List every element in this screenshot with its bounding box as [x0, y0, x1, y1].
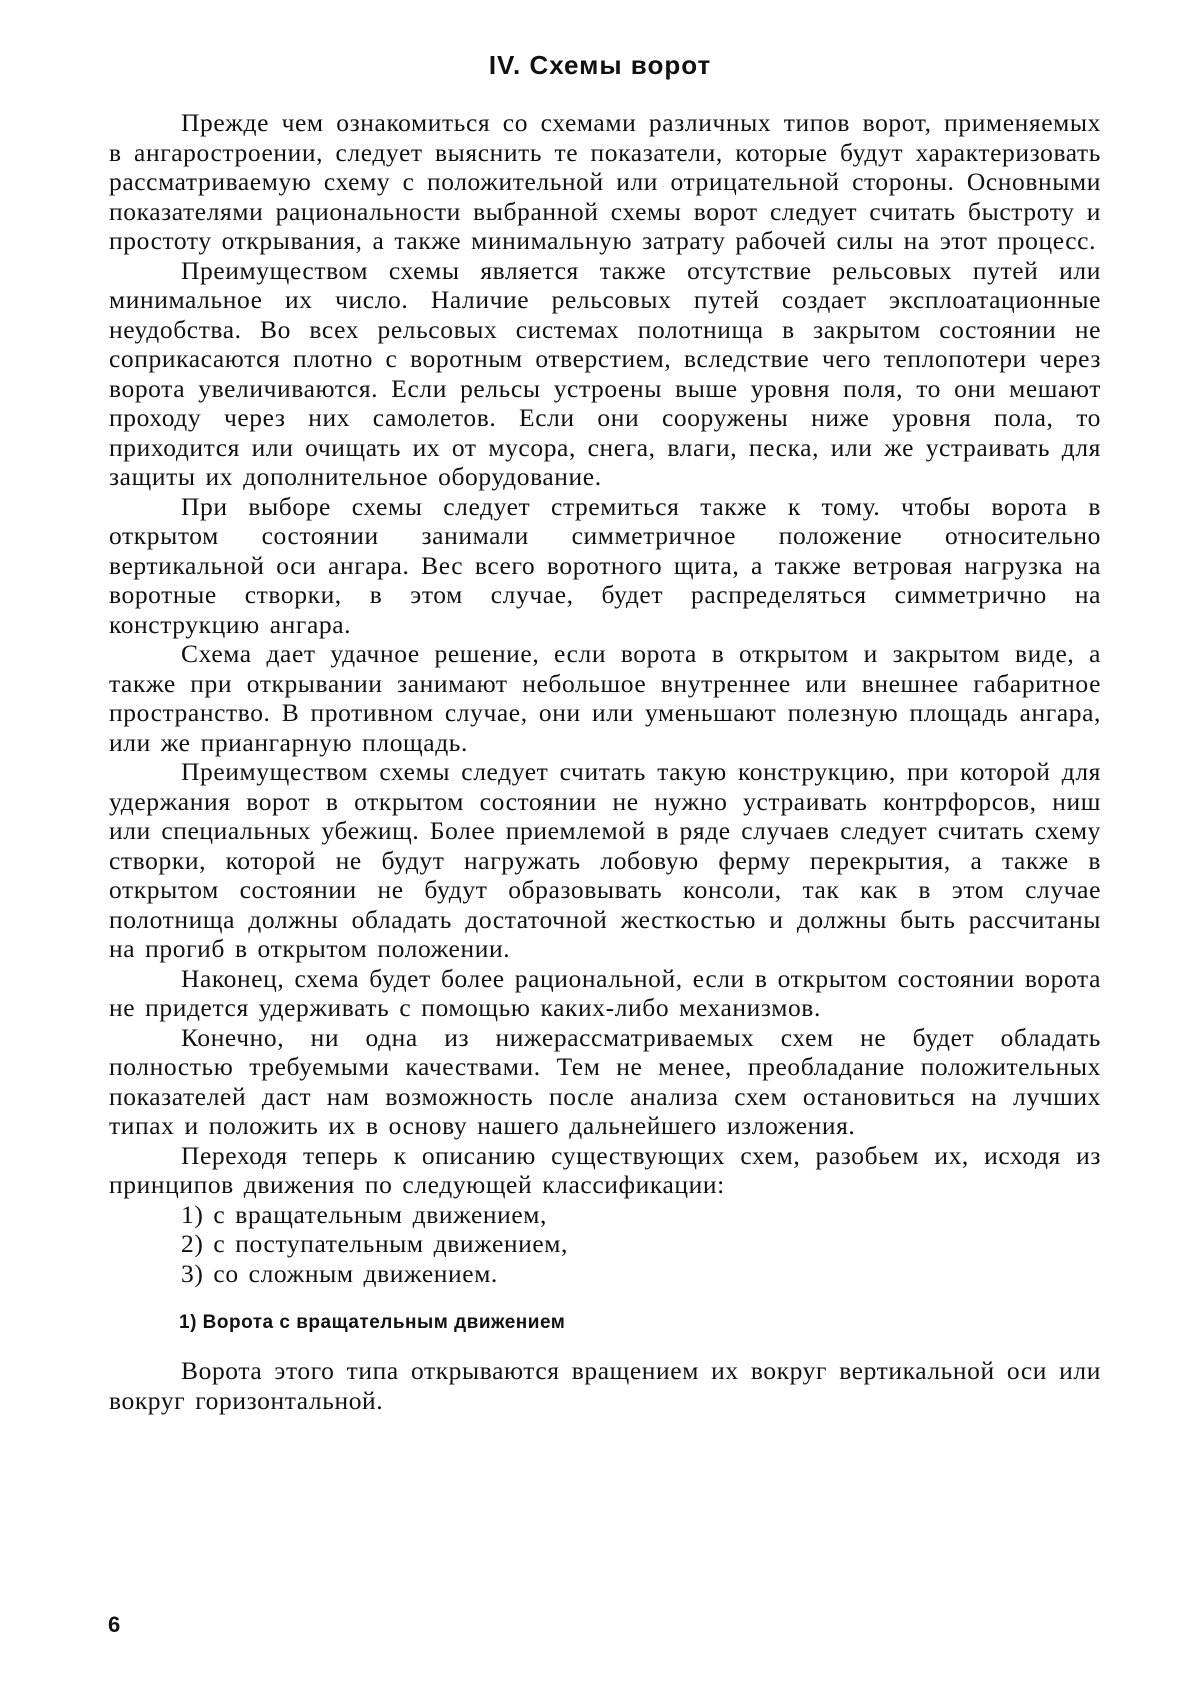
section-title: IV. Схемы ворот [488, 50, 712, 80]
paragraph-classification: Переходя теперь к описанию существующих схем, разобьем их, исходя из принципов движения по следующей классификации: [109, 1140, 1101, 1199]
paragraph-mechanisms: Наконец, схема будет более рациональной, если в открытом состоянии ворота не придется удерживать с помощью каких-либо механизмов. [109, 963, 1101, 1022]
paragraph-rotation-gates: Ворота этого типа открываются вращением их вокруг вертикальной оси или вокруг горизонтальной. [109, 1356, 1101, 1415]
section-body [109, 108, 1101, 1415]
list-item: 3) со сложным движением. [181, 1258, 498, 1288]
list-item: 1) с вращательным движением, [181, 1199, 548, 1229]
paragraph-intro: Прежде чем ознакомиться со схемами различных типов ворот, применяемых в ангаростроении, следует выяснить те показатели, которые будут характеризовать рассматриваемую схему с положительной или отрицательной стороны. Основными показателями рациональности выбранной схемы ворот следует считать быстроту и простоту открывания, а также минимальную затрату рабочей силы на этот процесс. [109, 108, 1101, 255]
page-number: 6 [108, 1612, 121, 1637]
paragraph-clearance: Схема дает удачное решение, если ворота в открытом и закрытом виде, а также при открывании занимают небольшое внутреннее или внешнее габаритное пространство. В противном случае, они или уменьшают полезную площадь ангара, или же приангарную площадь. [109, 639, 1101, 757]
paragraph-symmetry: При выборе схемы следует стремиться также к тому. чтобы ворота в открытом состоянии занимали симметричное положение относительно вертикальной оси ангара. Вес всего воротного щита, а также ветровая нагрузка на воротные створки, в этом случае, будет распределяться симметрично на конструкцию ангара. [109, 491, 1101, 639]
paragraph-analysis: Конечно, ни одна из нижерассматриваемых схем не будет обладать полностью требуемыми качествами. Тем не менее, преобладание положительных показателей даст нам возможность после анализа схем остановиться на лучших типах и положить их в основу нашего дальнейшего изложения. [109, 1022, 1101, 1140]
classification-list [109, 1200, 1101, 1289]
list-item: 2) с поступательным движением, [181, 1229, 569, 1258]
paragraph-buttresses: Преимуществом схемы следует считать такую конструкцию, при которой для удержания ворот в открытом состоянии не нужно устраивать контрфорсов, ниш или специальных убежищ. Более приемлемой в ряде случаев следует считать схему створки, которой не будут нагружать лобовую ферму перекрытия, а также в открытом состоянии не будут образовывать консоли, так как в этом случае полотнища должны обладать достаточной жесткостью и должны быть рассчитаны на прогиб в открытом положении. [109, 757, 1101, 963]
subsection-heading: 1) Ворота с вращательным движением [179, 1312, 566, 1333]
paragraph-rail-tracks: Преимуществом схемы является также отсутствие рельсовых путей или минимальное их число. Наличие рельсовых путей создает эксплоатационные неудобства. Во всех рельсовых системах полотнища в закрытом состоянии не соприкасаются плотно с воротным отверстием, вследствие чего теплопотери через ворота увеличиваются. Если рельсы устроены выше уровня поля, то они мешают проходу через них самолетов. Если они сооружены ниже уровня пола, то приходится или очищать их от мусора, снега, влаги, песка, или же устраивать для защиты их дополнительное оборудование. [109, 255, 1101, 491]
